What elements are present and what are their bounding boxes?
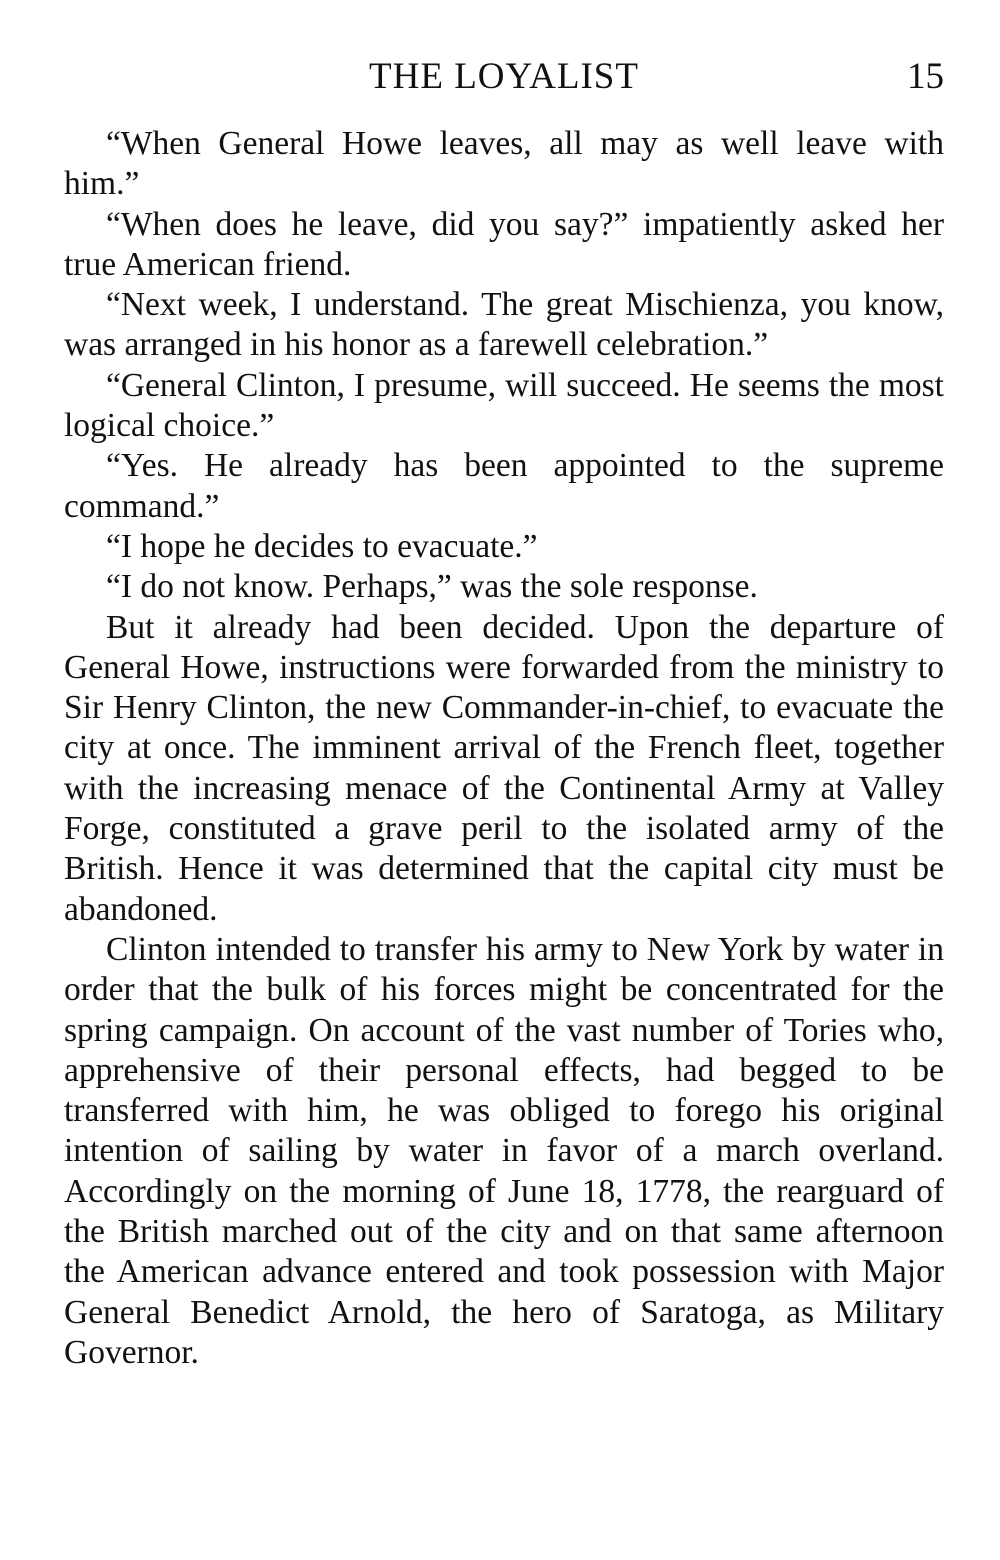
paragraph-4: “General Clinton, I presume, will succeed. He seems the most logical choice.” [64, 366, 944, 445]
paragraph-6: “I hope he decides to evacuate.” [106, 527, 538, 565]
paragraph-7: “I do not know. Perhaps,” was the sole response. [106, 568, 758, 606]
paragraph-2: “When does he leave, did you say?” impatiently asked her true American friend. [64, 205, 944, 283]
paragraph-3: “Next week, I understand. The great Mischienza, you know, was arranged in his honor as a farewell celebration.” [64, 286, 944, 364]
running-header [64, 52, 944, 102]
body-text [64, 124, 944, 1373]
paragraph-8: But it already had been decided. Upon the departure of General Howe, instructions were forwarded from the ministry to Sir Henry Clinton, the new Commander-in-chief, to evacuate the city at once. The imminent arrival of the French fleet, together with the increasing menace of the Continental Army at Valley Forge, constituted a grave peril to the isolated army of the British. Hence it was determined that the capital city must be abandoned. [64, 608, 944, 928]
paragraph-9: Clinton intended to transfer his army to New York by water in order that the bulk of his forces might be concentrated for the spring campaign. On account of the vast number of Tories who, apprehensive of their personal effects, had begged to be transferred with him, he was obliged to forego his original intention of sailing by water in favor of a march overland. Accordingly on the morning of June 18, 1778, the rearguard of the British marched out of the city and on that same afternoon the American advance entered and took possession with Major General Benedict Arnold, the hero of Saratoga, as Military Governor. [64, 930, 944, 1371]
running-title: THE LOYALIST [369, 56, 639, 97]
paragraph-5: “Yes. He already has been appointed to the supreme command.” [64, 447, 944, 525]
page-number: 15 [907, 56, 944, 97]
paragraph-1: “When General Howe leaves, all may as well leave with him.” [64, 125, 944, 203]
